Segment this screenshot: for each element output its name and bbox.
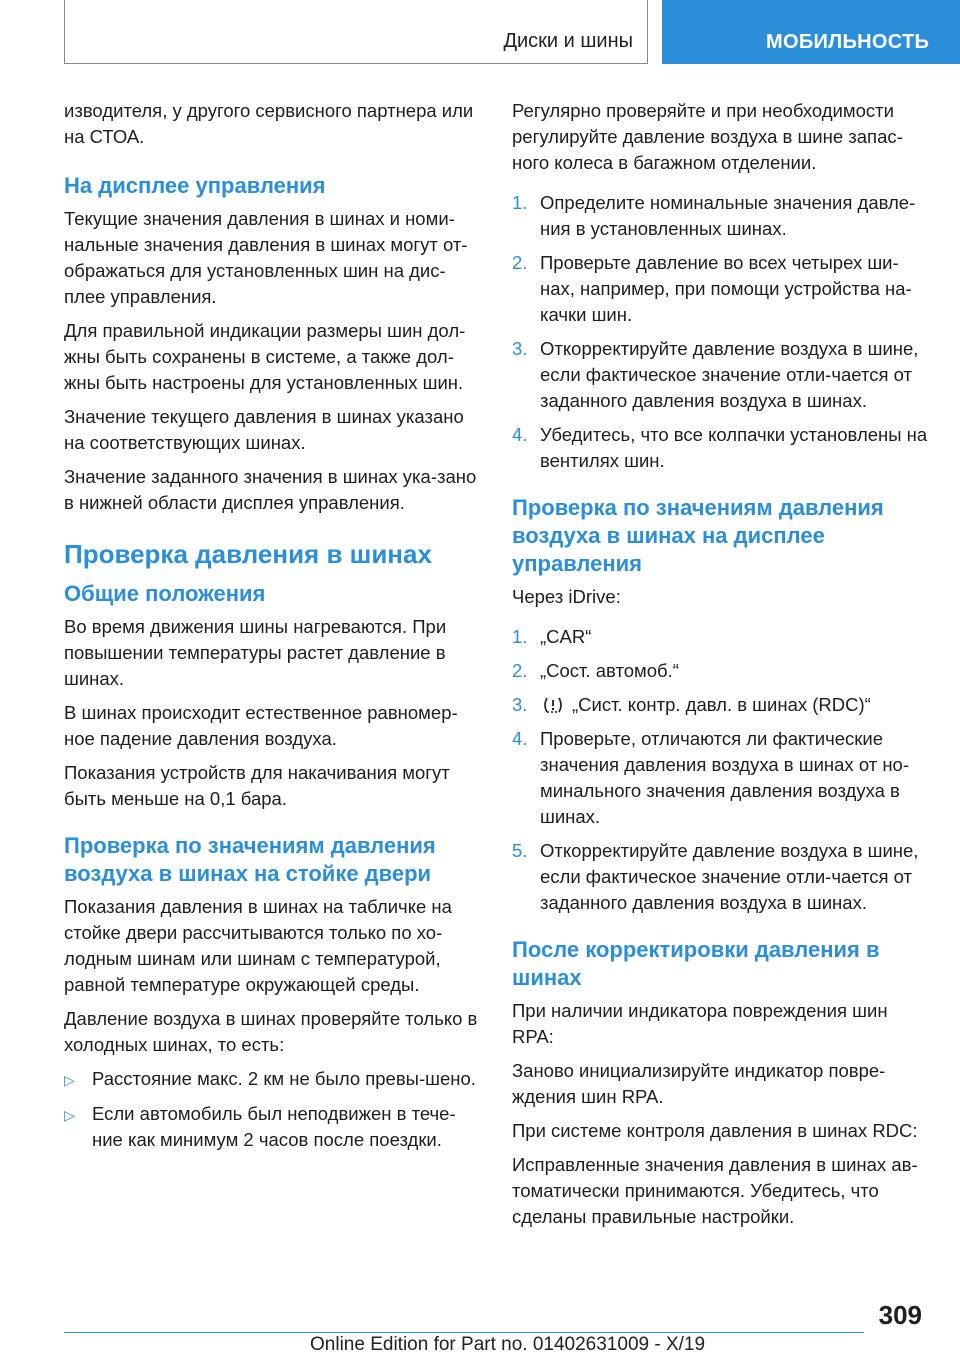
- list-item: 4. Убедитесь, что все колпачки установлены на вентилях шин.: [512, 424, 928, 471]
- list-item: 1. Определите номинальные значения давле-ния в установленных шинах.: [512, 192, 916, 239]
- chapter-tab[interactable]: [662, 0, 960, 64]
- paragraph: Текущие значения давления в шинах и номи-нальные значения давления в шинах могут от-ображаться для установленных шин на дис-плее управления.: [64, 208, 468, 307]
- right-column: [512, 98, 932, 1238]
- paragraph: При системе контроля давления в шинах RDC:: [512, 1120, 918, 1141]
- paragraph: Регулярно проверяйте и при необходимости регулируйте давление воздуха в шине запас-ного колеса в багажном отделении.: [512, 100, 903, 173]
- footer-divider: [64, 1332, 864, 1333]
- chapter-tab-label: МОБИЛЬНОСТЬ: [766, 31, 930, 53]
- heading-display-check: Проверка по значениям давления воздуха в шинах на дисплее управления: [512, 495, 884, 576]
- paragraph: Показания давления в шинах на табличке на стойке двери рассчитываются только по хо-лодным шинам или шинам с температурой, равной температуре окружающей среды.: [64, 896, 452, 995]
- left-column: [64, 98, 484, 1161]
- list-item: ▷ Если автомобиль был неподвижен в тече-ние как минимум 2 часов после поездки.: [64, 1101, 484, 1153]
- list-item: 5. Откорректируйте давление воздуха в шине, если фактическое значение отли-чается от заданного давления воздуха в шинах.: [512, 840, 919, 913]
- header-box: [64, 0, 648, 64]
- paragraph: Значение текущего давления в шинах указано на соответствующих шинах.: [64, 406, 464, 453]
- section-title: Диски и шины: [503, 30, 633, 52]
- list-item: 2. Проверьте давление во всех четырех ши-нах, например, при помощи устройства на-качки шин.: [512, 252, 912, 325]
- heading-display: На дисплее управления: [64, 173, 326, 198]
- paragraph: Во время движения шины нагреваются. При повышении температуры растет давление в шинах.: [64, 616, 447, 689]
- paragraph: Исправленные значения давления в шинах ав-томатически принимаются. Убедитесь, что сделаны правильные настройки.: [512, 1154, 918, 1227]
- heading-door-pillar: Проверка по значениям давления воздуха в шинах на стойке двери: [64, 833, 436, 886]
- list-item: 3. Откорректируйте давление воздуха в шине, если фактическое значение отли-чается от заданного давления воздуха в шинах.: [512, 338, 919, 411]
- triangle-bullet-icon: ▷: [64, 1107, 75, 1123]
- paragraph: Значение заданного значения в шинах ука-зано в нижней области дисплея управления.: [64, 466, 477, 513]
- footer-edition: Online Edition for Part no. 01402631009 - X/19: [310, 1334, 706, 1355]
- paragraph: Заново инициализируйте индикатор повре-ждения шин RPA.: [512, 1060, 886, 1107]
- paragraph: Для правильной индикации размеры шин дол-жны быть сохранены в системе, а также дол-жны быть настроены для установленных шин.: [64, 320, 466, 393]
- paragraph: При наличии индикатора повреждения шин RPA:: [512, 1000, 888, 1047]
- paragraph: изводителя, у другого сервисного партнера или на СТОА.: [64, 100, 474, 147]
- paragraph: Давление воздуха в шинах проверяйте только в холодных шинах, то есть:: [64, 1008, 478, 1055]
- list-item: 3. „Сист. контр. давл. в шинах (RDC)“: [512, 694, 871, 715]
- page-number: 309: [878, 1300, 922, 1330]
- list-item: ▷ Расстояние макс. 2 км не было превы-шено.: [64, 1066, 484, 1093]
- paragraph: Показания устройств для накачивания могут быть меньше на 0,1 бара.: [64, 762, 450, 809]
- paragraph: Через iDrive:: [512, 586, 621, 607]
- paragraph: В шинах происходит естественное равномер-ное падение давления воздуха.: [64, 702, 458, 749]
- heading-general: Общие положения: [64, 581, 266, 606]
- list-item: 1. „CAR“: [512, 626, 592, 647]
- list-item: 4. Проверьте, отличаются ли фактические значения давления воздуха в шинах от но-минального значения давления воздуха в шинах.: [512, 728, 909, 827]
- heading-check-pressure: Проверка давления в шинах: [64, 539, 432, 569]
- heading-after-correction: После корректировки давления в шинах: [512, 937, 880, 990]
- tire-pressure-icon: [542, 695, 564, 715]
- triangle-bullet-icon: ▷: [64, 1072, 75, 1088]
- list-item: 2. „Сост. автомоб.“: [512, 660, 679, 681]
